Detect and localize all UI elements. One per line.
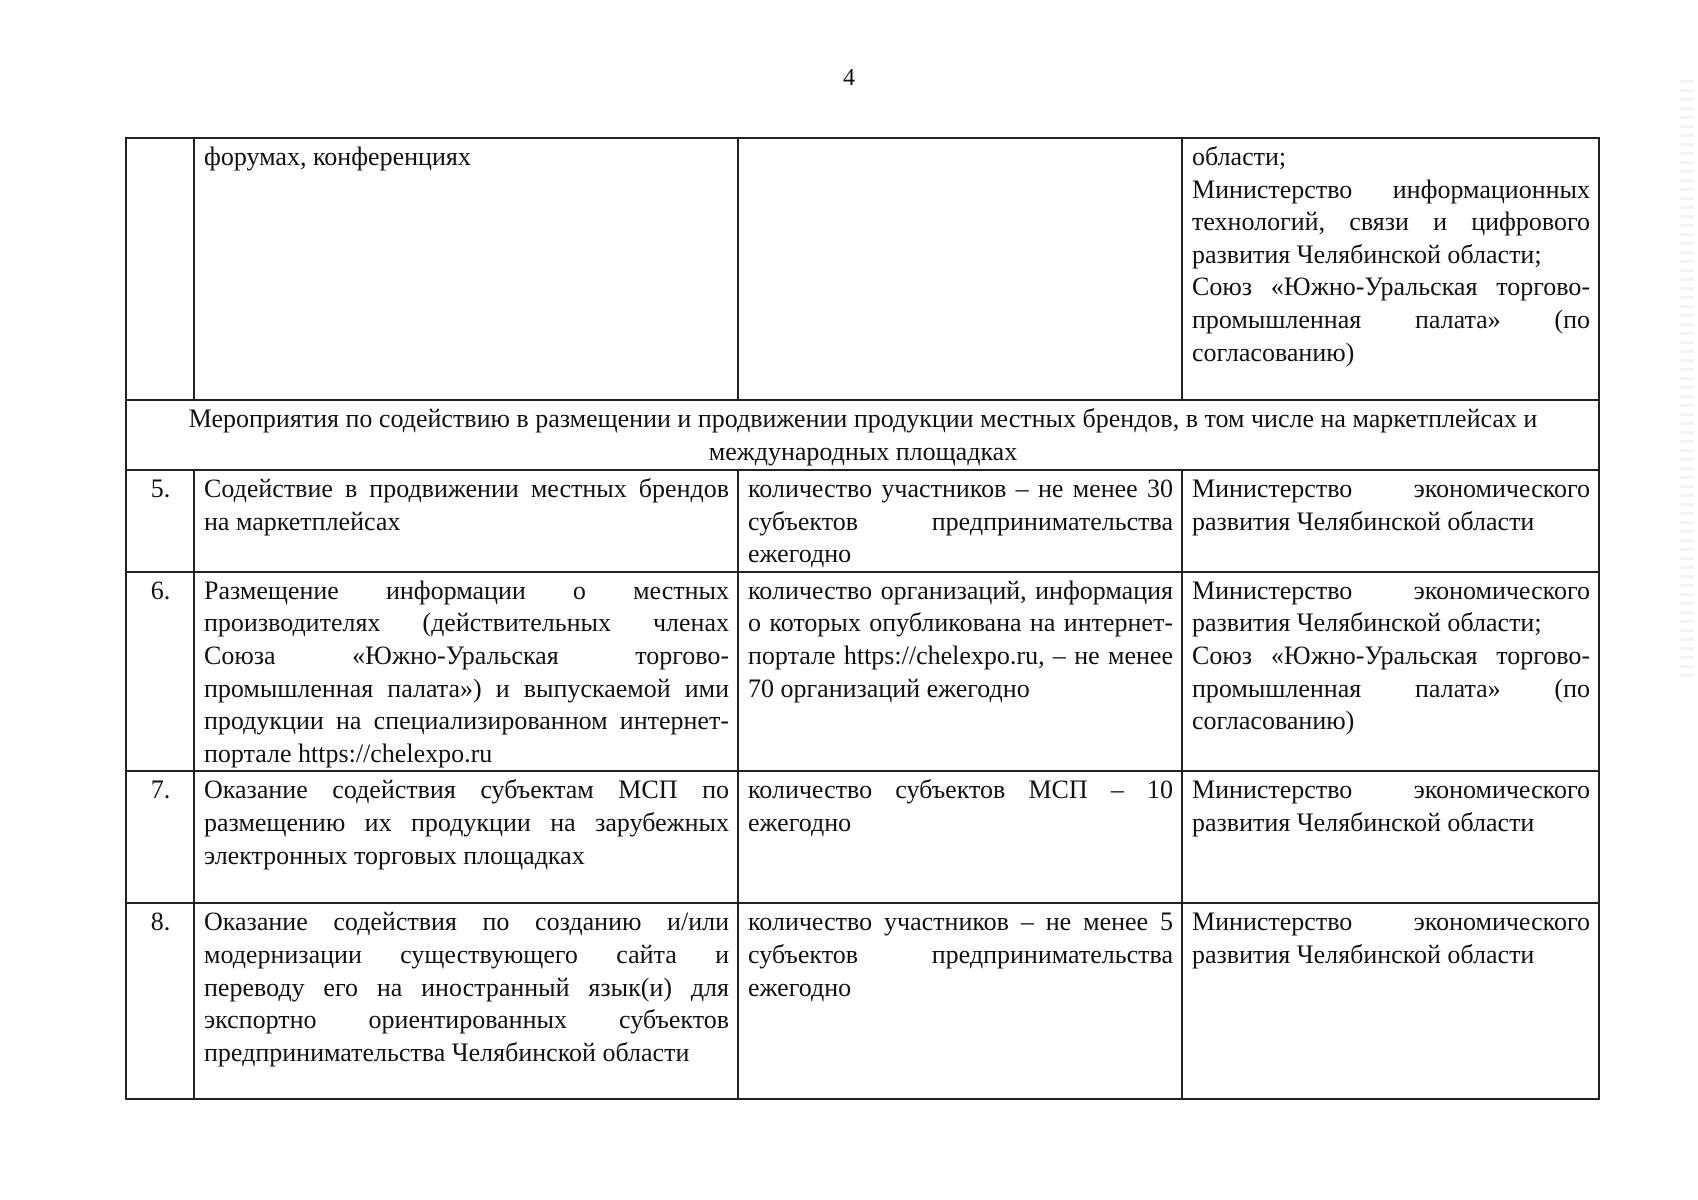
responsible-cell (1182, 138, 1599, 400)
responsible-cell (1182, 572, 1599, 772)
section-header: Мероприятия по содействию в размещении и продвижении продукции местных брендов, в том числе на маркетплейсах и международных площадках (126, 400, 1599, 470)
indicator-cell (738, 138, 1182, 400)
table-row (126, 771, 1599, 903)
event-cell: Оказание содействия по созданию и/или модернизации существующего сайта и переводу его на иностранный язык(и) для экспортно ориентированных субъектов предпринимательства Челябинской области (194, 903, 738, 1099)
indicator-cell: количество организаций, информация о которых опубликована на интернет-портале https://chelexpo.ru, – не менее 70 организаций ежегодно (738, 572, 1182, 772)
event-cell: Размещение информации о местных производителях (действительных членах Союза «Южно-Уральская торгово-промышленная палата») и выпускаемой ими продукции на специализированном интернет-портале https://chelexpo.ru (194, 572, 738, 772)
indicator-cell: количество субъектов МСП – 10 ежегодно (738, 771, 1182, 903)
indicator-cell: количество участников – не менее 5 субъектов предпринимательства ежегодно (738, 903, 1182, 1099)
indicator-cell: количество участников – не менее 30 субъектов предпринимательства ежегодно (738, 470, 1182, 572)
event-cell: форумах, конференциях (194, 138, 738, 400)
page-number: 4 (843, 65, 855, 91)
responsible-cell (1182, 470, 1599, 572)
responsible-line: Министерство экономического развития Челябинской области (1192, 474, 1590, 536)
row-number-cell: 7. (126, 771, 194, 903)
table-row (126, 903, 1599, 1099)
responsible-line: Союз «Южно-Уральская торгово-промышленная палата» (по согласованию) (1192, 640, 1590, 736)
event-cell: Оказание содействия субъектам МСП по размещению их продукции на зарубежных электронных торговых площадках (194, 771, 738, 903)
row-number-cell: 5. (126, 470, 194, 572)
responsible-line: области; (1192, 142, 1287, 171)
section-header-row (126, 400, 1599, 470)
table-row (126, 470, 1599, 572)
event-cell: Содействие в продвижении местных брендов на маркетплейсах (194, 470, 738, 572)
table-row (126, 138, 1599, 400)
row-number-cell: 6. (126, 572, 194, 772)
table-row (126, 572, 1599, 772)
responsible-line: Министерство экономического развития Челябинской области (1192, 907, 1590, 969)
measures-table (125, 137, 1600, 1100)
responsible-line: Министерство экономического развития Челябинской области (1192, 775, 1590, 837)
row-number-cell (126, 138, 194, 400)
responsible-cell (1182, 771, 1599, 903)
responsible-line: Министерство экономического развития Челябинской области; (1192, 575, 1590, 638)
row-number-cell: 8. (126, 903, 194, 1099)
responsible-cell (1182, 903, 1599, 1099)
responsible-line: Министерство информационных технологий, связи и цифрового развития Челябинской области; (1192, 174, 1590, 269)
responsible-line: Союз «Южно-Уральская торгово-промышленная палата» (по согласованию) (1192, 272, 1590, 367)
scan-edge-artifact (1680, 80, 1694, 680)
